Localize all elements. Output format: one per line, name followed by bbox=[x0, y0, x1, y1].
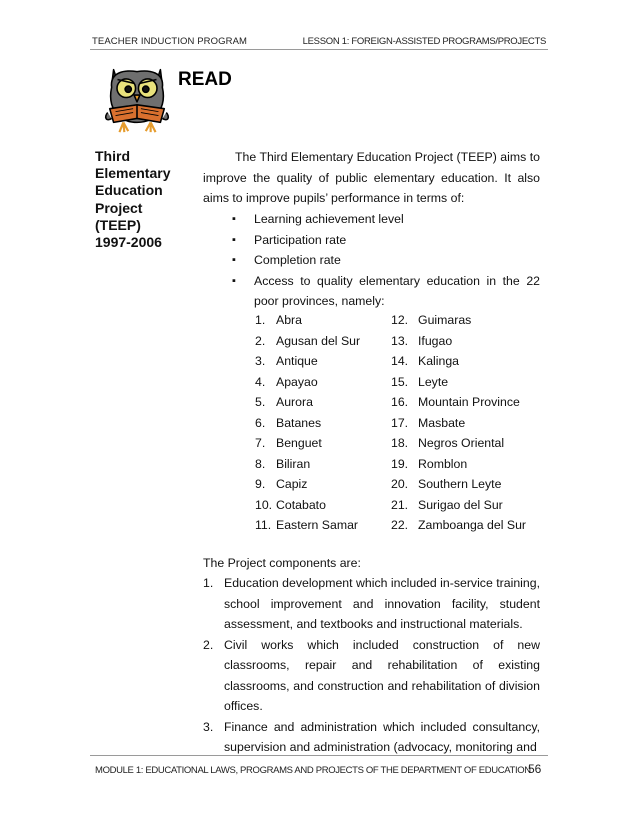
component-text: Education development which included in-service training, school improvement and innovation facility, student assessment, and textbooks and instructional materials. bbox=[224, 576, 540, 631]
province-entry bbox=[255, 310, 391, 331]
province-name: Batanes bbox=[276, 415, 322, 430]
province-number: 14. bbox=[391, 354, 409, 368]
province-row bbox=[255, 372, 545, 393]
province-name: Biliran bbox=[276, 456, 311, 471]
province-entry bbox=[255, 495, 391, 516]
sidebar-title-line: Third bbox=[95, 148, 130, 164]
component-item bbox=[203, 717, 540, 758]
component-number: 1. bbox=[203, 576, 214, 590]
province-entry bbox=[391, 413, 465, 434]
province-name: Apayao bbox=[276, 374, 318, 389]
intro-paragraph bbox=[203, 147, 540, 209]
province-name: Romblon bbox=[418, 456, 468, 471]
sidebar-title-line: Elementary bbox=[95, 165, 171, 182]
province-number: 6. bbox=[255, 415, 266, 430]
province-name: Cotabato bbox=[276, 497, 326, 512]
sidebar-title-line: (TEEP) bbox=[95, 216, 141, 233]
province-name: Ifugao bbox=[418, 333, 453, 348]
province-name: Negros Oriental bbox=[418, 436, 505, 450]
province-number: 13. bbox=[391, 333, 409, 348]
province-name: Capiz bbox=[276, 477, 308, 491]
province-number: 15. bbox=[391, 374, 409, 389]
province-name: Eastern Samar bbox=[276, 518, 359, 532]
component-text: Finance and administration which included consultancy, supervision and administration (advocacy, monitoring and bbox=[224, 719, 540, 754]
province-entry bbox=[255, 474, 391, 495]
province-name: Southern Leyte bbox=[418, 477, 502, 491]
province-name: Zamboanga del Sur bbox=[418, 518, 527, 532]
component-item bbox=[203, 635, 540, 717]
province-row bbox=[255, 392, 545, 413]
province-row bbox=[255, 331, 545, 352]
province-number: 20. bbox=[391, 477, 409, 491]
province-number: 3. bbox=[255, 354, 266, 368]
header-program-title: TEACHER INDUCTION PROGRAM bbox=[92, 36, 248, 47]
province-number: 16. bbox=[391, 395, 409, 409]
province-name: Surigao del Sur bbox=[418, 497, 503, 512]
province-number: 12. bbox=[391, 313, 409, 327]
province-number: 9. bbox=[255, 477, 266, 491]
province-row bbox=[255, 351, 545, 372]
province-entry bbox=[391, 515, 526, 536]
component-number: 2. bbox=[203, 637, 214, 652]
province-row bbox=[255, 515, 545, 536]
province-number: 1. bbox=[255, 313, 266, 327]
province-row bbox=[255, 433, 545, 454]
province-entry bbox=[391, 433, 504, 454]
province-entry bbox=[255, 515, 391, 536]
province-name: Antique bbox=[276, 354, 318, 368]
province-number: 19. bbox=[391, 456, 409, 471]
bullet-item: ▪ Learning achievement level bbox=[232, 209, 540, 230]
province-number: 18. bbox=[391, 436, 409, 450]
sidebar-title-line: Project bbox=[95, 199, 143, 216]
bullet-item: ▪ Participation rate bbox=[232, 230, 540, 251]
bullet-item: ▪ Access to quality elementary education in the 22 poor provinces, namely: bbox=[232, 271, 540, 312]
province-name: Mountain Province bbox=[418, 395, 520, 409]
province-name: Kalinga bbox=[418, 354, 460, 368]
province-entry bbox=[391, 392, 520, 413]
intro-text: The Third Elementary Education Project (TEEP) aims to improve the quality of public elementary education. It also aims to improve pupils’ performance in terms of: bbox=[203, 150, 540, 205]
province-entry bbox=[391, 351, 459, 372]
province-entry bbox=[255, 392, 391, 413]
province-entry bbox=[391, 474, 501, 495]
header-lesson-title: LESSON 1: FOREIGN-ASSISTED PROGRAMS/PROJECTS bbox=[302, 36, 546, 47]
sidebar-title-line: Education bbox=[95, 182, 163, 199]
province-row bbox=[255, 413, 545, 434]
province-number: 8. bbox=[255, 456, 266, 471]
bullet-item: ▪ Completion rate bbox=[232, 250, 540, 271]
province-name: Aurora bbox=[276, 395, 313, 409]
province-number: 21. bbox=[391, 497, 409, 512]
province-number: 7. bbox=[255, 436, 266, 450]
province-number: 2. bbox=[255, 333, 266, 348]
province-entry bbox=[255, 413, 391, 434]
components-list bbox=[203, 573, 540, 758]
province-number: 11. bbox=[255, 518, 272, 532]
province-entry bbox=[391, 495, 503, 516]
province-number: 17. bbox=[391, 415, 409, 430]
component-text: Civil works which included construction of new classrooms, repair and rehabilitation of existing classrooms, and construction and rehabilitation of division offices. bbox=[224, 637, 540, 713]
components-intro: The Project components are: bbox=[203, 556, 361, 570]
sidebar-title-line: 1997-2006 bbox=[95, 234, 162, 251]
province-entry bbox=[255, 351, 391, 372]
province-entry bbox=[255, 331, 391, 352]
province-number: 10. bbox=[255, 497, 273, 512]
province-name: Agusan del Sur bbox=[276, 333, 361, 348]
component-item bbox=[203, 573, 540, 635]
province-entry bbox=[391, 454, 467, 475]
province-name: Guimaras bbox=[418, 313, 472, 327]
province-entry bbox=[255, 454, 391, 475]
owl-reading-book-icon bbox=[98, 58, 176, 136]
province-row bbox=[255, 474, 545, 495]
footer-divider bbox=[90, 755, 548, 756]
province-entry bbox=[391, 331, 452, 352]
province-row bbox=[255, 454, 545, 475]
province-name: Leyte bbox=[418, 374, 449, 389]
province-row bbox=[255, 495, 545, 516]
province-number: 5. bbox=[255, 395, 266, 409]
province-list bbox=[255, 310, 545, 536]
province-number: 22. bbox=[391, 518, 409, 532]
province-entry bbox=[391, 372, 448, 393]
province-entry bbox=[255, 433, 391, 454]
province-name: Abra bbox=[276, 313, 302, 327]
province-entry bbox=[391, 310, 471, 331]
read-heading: READ bbox=[178, 69, 232, 90]
page-number: 56 bbox=[528, 762, 542, 776]
province-name: Benguet bbox=[276, 436, 322, 450]
province-entry bbox=[255, 372, 391, 393]
sidebar-project-title bbox=[95, 148, 185, 251]
performance-bullet-list bbox=[232, 209, 540, 312]
province-number: 4. bbox=[255, 374, 266, 389]
province-row bbox=[255, 310, 545, 331]
component-number: 3. bbox=[203, 719, 214, 734]
header-divider bbox=[90, 49, 548, 50]
province-name: Masbate bbox=[418, 415, 466, 430]
footer-module-title: MODULE 1: EDUCATIONAL LAWS, PROGRAMS AND PROJECTS OF THE DEPARTMENT OF EDUCATION bbox=[95, 765, 531, 776]
